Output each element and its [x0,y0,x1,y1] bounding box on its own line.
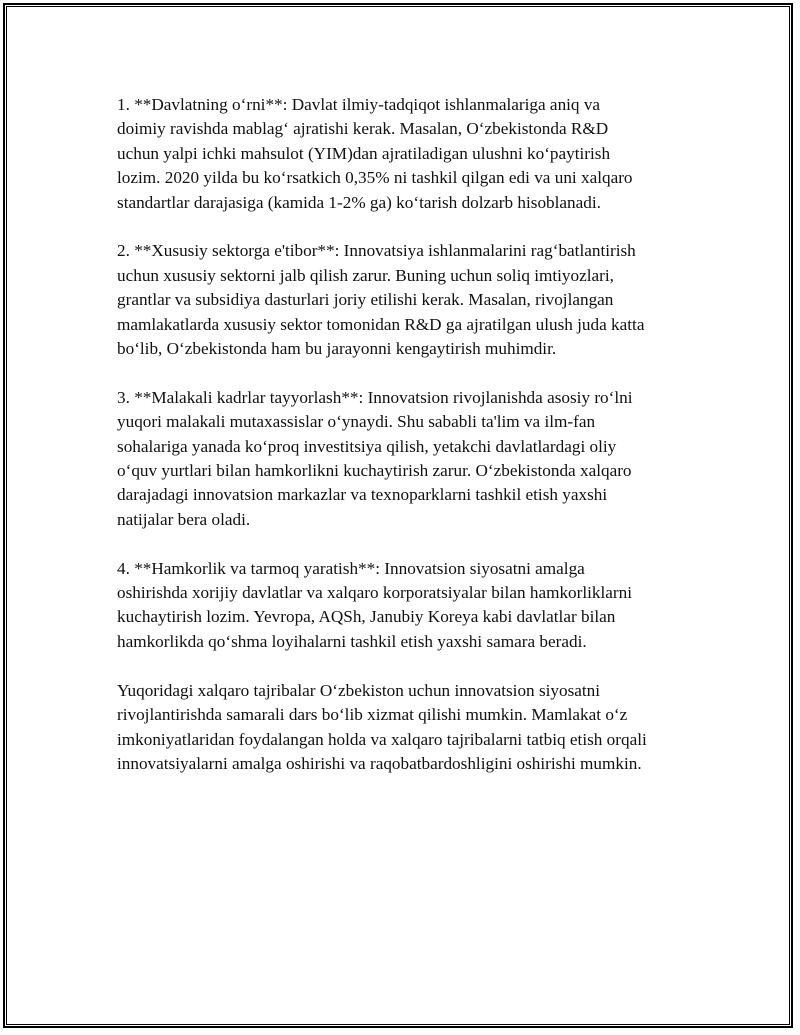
paragraph-3 [117,386,727,532]
text-line: uchun yalpi ichki mahsulot (YIM)dan ajratiladigan ulushni koʻpaytirish [117,143,611,163]
text-line: hamkorlikda qoʻshma loyihalarni tashkil etish yaxshi samara beradi. [117,631,587,651]
text-line: 2. **Xususiy sektorga e'tibor**: Innovatsiya ishlanmalarini ragʻbatlantirish [117,241,636,261]
text-line: oʻquv yurtlari bilan hamkorlikni kuchaytirish zarur. Oʻzbekistonda xalqaro [117,461,632,481]
text-line: uchun xususiy sektorni jalb qilish zarur. Buning uchun soliq imtiyozlari, [117,265,614,285]
paragraph-2 [117,239,727,361]
text-line: grantlar va subsidiya dasturlari joriy etilishi kerak. Masalan, rivojlangan [117,290,614,310]
text-line: 3. **Malakali kadrlar tayyorlash**: Innovatsion rivojlanishda asosiy roʻlni [117,387,633,407]
text-line: innovatsiyalarni amalga oshirishi va raqobatbardoshligini oshirishi mumkin. [117,753,642,773]
text-line: imkoniyatlaridan foydalangan holda va xalqaro tajribalarni tatbiq etish orqali [117,729,647,749]
paragraph-1 [117,93,727,215]
text-line: oshirishda xorijiy davlatlar va xalqaro korporatsiyalar bilan hamkorliklarni [117,583,632,603]
text-line: doimiy ravishda mablagʻ ajratishi kerak. Masalan, Oʻzbekistonda R&D [117,119,609,139]
text-line: natijalar bera oladi. [117,509,251,529]
text-line: 4. **Hamkorlik va tarmoq yaratish**: Innovatsion siyosatni amalga [117,558,585,578]
text-line: Yuqoridagi xalqaro tajribalar Oʻzbekiston uchun innovatsion siyosatni [117,680,601,700]
document-body [117,93,727,801]
text-line: 1. **Davlatning oʻrni**: Davlat ilmiy-tadqiqot ishlanmalariga aniq va [117,95,601,114]
text-line: boʻlib, Oʻzbekistonda ham bu jarayonni kengaytirish muhimdir. [117,339,557,359]
text-line: standartlar darajasiga (kamida 1-2% ga) koʻtarish dolzarb hisoblanadi. [117,192,601,212]
text-line: kuchaytirish lozim. Yevropa, AQSh, Janubiy Koreya kabi davlatlar bilan [117,607,616,627]
text-line: lozim. 2020 yilda bu koʻrsatkich 0,35% ni tashkil qilgan edi va uni xalqaro [117,168,633,188]
text-line: yuqori malakali mutaxassislar oʻynaydi. Shu sababli ta'lim va ilm-fan [117,412,596,432]
text-line: mamlakatlarda xususiy sektor tomonidan R&D ga ajratilgan ulush juda katta [117,314,645,334]
text-line: darajadagi innovatsion markazlar va texnoparklarni tashkil etish yaxshi [117,485,608,505]
text-line: rivojlantirishda samarali dars boʻlib xizmat qilishi mumkin. Mamlakat oʻz [117,705,628,725]
paragraph-4 [117,557,727,655]
text-line: sohalariga yanada koʻproq investitsiya qilish, yetakchi davlatlardagi oliy [117,436,617,456]
paragraph-5 [117,679,727,777]
